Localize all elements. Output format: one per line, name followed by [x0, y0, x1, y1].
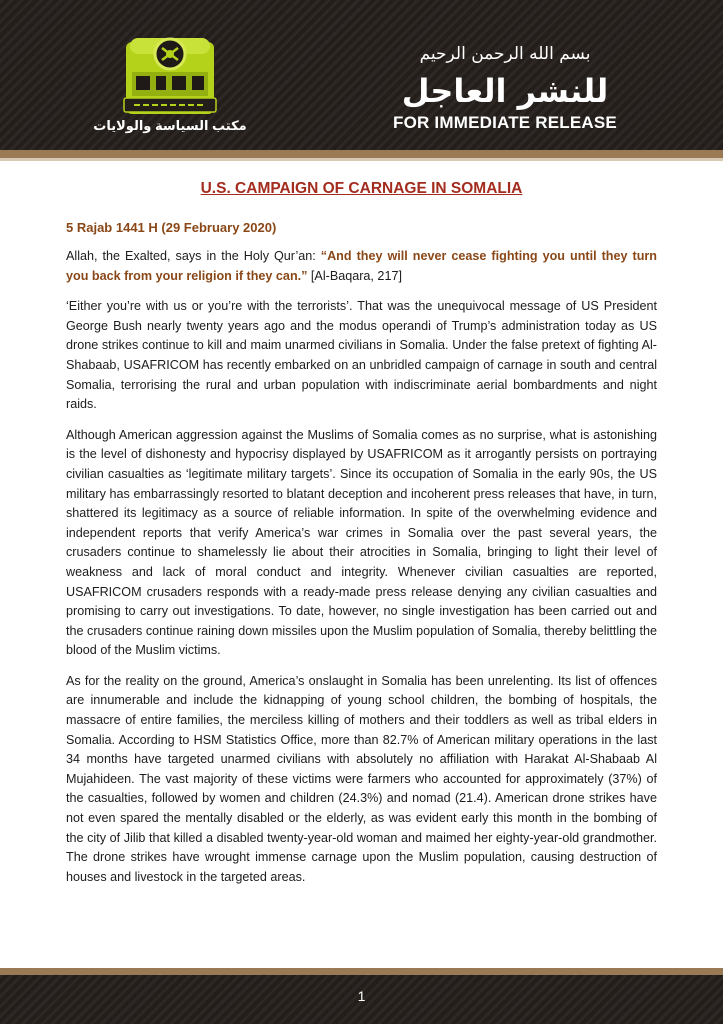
intro-text: Allah, the Exalted, says in the Holy Qur’an: — [66, 249, 321, 263]
quran-quote: “And they will never cease fighting you until they turn you back from your religion if they can.” — [66, 249, 657, 283]
paragraph-2: Although American aggression against the Muslims of Somalia comes as no surprise, what is astonishing is the level of dishonesty and hypocrisy displayed by USAFRICOM as it arrogantly persists on portraying civilian casualties as ‘legitimate military targets’. Since its occupation of Somalia in the early 90s, the US military has embarrassingly resorted to blatant deception and incoherent press releases that have, in turn, shattered its legitimacy as a source of reliable information. In spite of the overwhelming evidence and independent reports that verify America’s war crimes in Somalia over the past several years, the crusaders continue to shamelessly lie about their atrocities in Somalia, bringing to light their level of weakness and lack of moral conduct and integrity. Whenever civilian casualties are reported, USAFRICOM crusaders responds with a ready-made press release denying any civilian casualties and promising to carry out investigations. To date, however, no single investigation has been carried out and the crusaders continue raining down missiles upon the Muslim population of Somalia, thereby belittling the blood of the Muslim victims. — [66, 427, 657, 658]
document-body — [66, 180, 657, 898]
page-number: 1 — [357, 988, 366, 1004]
emblem-logo-icon — [118, 34, 222, 118]
logo-caption: مكتب السياسة والولايات — [93, 118, 247, 133]
document-title: U.S. CAMPAIGN OF CARNAGE IN SOMALIA — [200, 180, 523, 197]
document-date: 5 Rajab 1441 H (29 February 2020) — [66, 220, 277, 235]
release-label-arabic: للنشر العاجل — [401, 72, 609, 110]
quote-reference: [Al-Baqara, 217] — [307, 268, 402, 283]
header-rule-light — [0, 158, 723, 161]
intro-paragraph — [66, 247, 657, 286]
header-rule — [0, 150, 723, 158]
basmala: بسم الله الرحمن الرحيم — [419, 44, 591, 64]
paragraph-3: As for the reality on the ground, America’s onslaught in Somalia has been unrelenting. Its list of offences are innumerable and include the kidnapping of young school children, the bombing of hospitals, the massacre of entire families, the merciless killing of mothers and their toddlers as well as tribal elders in Somalia. According to HSM Statistics Office, more than 82.7% of American military operations in the last 34 months have targeted unarmed civilians with absolutely no affiliation with Harakat Al-Shabaab Al Mujahideen. The vast majority of these victims were farmers who accounted for approximately (37%) of the casualties, followed by women and children (24.3%) and nomad (21.4). American drone strikes have not even spared the mentally disabled or the elderly, as was evident early this month in the bombing of the city of Jilib that killed a disabled twenty-year-old woman and maimed her eighty-year-old grandmother. The drone strikes have wrought immense carnage upon the Muslim population, causing destruction of houses and livestock in the targeted areas. — [66, 673, 657, 884]
paragraph-1: ‘Either you’re with us or you’re with the terrorists’. That was the unequivocal message of US President George Bush nearly twenty years ago and the modus operandi of Trump’s administration today as US drone strikes continue to kill and maim unarmed civilians in Somalia. Under the false pretext of fighting Al-Shabaab, USAFRICOM has recently embarked on an unbridled campaign of carnage in south and central Somalia, terrorising the rural and urban population with indiscriminate aerial bombardments and night raids. — [66, 299, 657, 412]
footer-rule — [0, 968, 723, 975]
release-label-english: FOR IMMEDIATE RELEASE — [393, 113, 617, 132]
